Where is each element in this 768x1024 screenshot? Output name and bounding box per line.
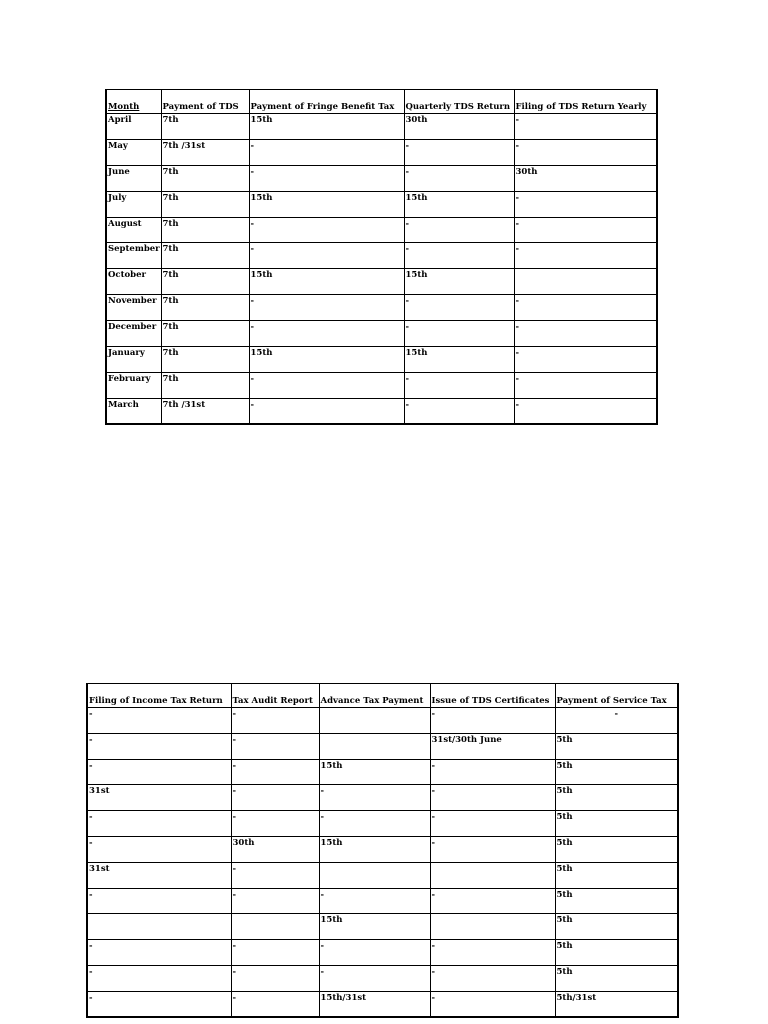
table-cell: - — [87, 708, 231, 734]
table-cell: - — [231, 991, 319, 1017]
header-row — [106, 90, 657, 114]
table-cell: - — [319, 785, 430, 811]
table-cell: - — [404, 321, 514, 347]
table-cell: 15th — [319, 759, 430, 785]
table-cell: 31st/30th June — [430, 733, 555, 759]
table-row — [87, 733, 678, 759]
table-cell: - — [514, 114, 657, 140]
table-row — [106, 398, 657, 424]
table-cell: - — [319, 811, 430, 837]
table-cell — [514, 269, 657, 295]
column-header: Quarterly TDS Return — [404, 90, 514, 114]
header-row — [87, 684, 678, 708]
table-cell: - — [231, 811, 319, 837]
table-cell: - — [249, 398, 404, 424]
table-cell: - — [231, 733, 319, 759]
table-cell — [231, 914, 319, 940]
table-cell: - — [249, 139, 404, 165]
table-cell: 7th /31st — [161, 398, 249, 424]
table-cell: - — [514, 295, 657, 321]
table-cell: April — [106, 114, 161, 140]
table-cell: 5th — [555, 862, 678, 888]
table-cell: 5th — [555, 965, 678, 991]
column-header: Payment of Service Tax — [555, 684, 678, 708]
table-cell: November — [106, 295, 161, 321]
table-cell: 5th/31st — [555, 991, 678, 1017]
table-cell: 5th — [555, 811, 678, 837]
table-cell: 7th — [161, 165, 249, 191]
table-cell: May — [106, 139, 161, 165]
table-cell: - — [319, 888, 430, 914]
table-cell: - — [249, 217, 404, 243]
table-cell — [430, 914, 555, 940]
table-cell: 7th — [161, 243, 249, 269]
table-cell: - — [319, 965, 430, 991]
table-row — [87, 811, 678, 837]
table-row — [106, 321, 657, 347]
table-cell: 7th — [161, 347, 249, 373]
table-cell: - — [404, 295, 514, 321]
table-cell: - — [514, 372, 657, 398]
table-cell: - — [87, 836, 231, 862]
table-cell: - — [231, 888, 319, 914]
table-row — [106, 295, 657, 321]
table-cell: - — [231, 862, 319, 888]
table-cell: - — [231, 759, 319, 785]
table-cell: - — [404, 139, 514, 165]
table-cell: - — [249, 372, 404, 398]
table-cell: 31st — [87, 862, 231, 888]
table-cell — [319, 708, 430, 734]
table-row — [106, 347, 657, 373]
table-cell: 7th /31st — [161, 139, 249, 165]
column-header: Tax Audit Report — [231, 684, 319, 708]
table-cell: 30th — [404, 114, 514, 140]
table-cell: 7th — [161, 269, 249, 295]
table-cell: - — [514, 191, 657, 217]
table-cell: 15th — [404, 269, 514, 295]
table-cell: - — [404, 217, 514, 243]
table-cell: - — [514, 321, 657, 347]
table-row — [106, 269, 657, 295]
table-cell: 7th — [161, 321, 249, 347]
table-cell: - — [430, 991, 555, 1017]
table-cell: 5th — [555, 836, 678, 862]
table-row — [106, 191, 657, 217]
table-row — [87, 914, 678, 940]
column-header: Filing of TDS Return Yearly — [514, 90, 657, 114]
table-cell: - — [430, 708, 555, 734]
table-cell: - — [430, 940, 555, 966]
table-cell: - — [249, 243, 404, 269]
table-cell: - — [404, 243, 514, 269]
table-cell: - — [231, 785, 319, 811]
table-cell: - — [404, 165, 514, 191]
table-cell: - — [231, 965, 319, 991]
table-cell: - — [249, 165, 404, 191]
table-cell: December — [106, 321, 161, 347]
table-cell: January — [106, 347, 161, 373]
table-cell: 31st — [87, 785, 231, 811]
table-cell: 5th — [555, 940, 678, 966]
table-cell: August — [106, 217, 161, 243]
table-cell: - — [404, 372, 514, 398]
table-cell: - — [87, 811, 231, 837]
table-cell: February — [106, 372, 161, 398]
table-cell: - — [430, 888, 555, 914]
table-cell: 15th — [404, 191, 514, 217]
table-cell: - — [430, 965, 555, 991]
table-row — [106, 165, 657, 191]
table-row — [87, 965, 678, 991]
table-row — [87, 708, 678, 734]
table-cell: - — [430, 836, 555, 862]
table-cell: - — [319, 940, 430, 966]
table-row — [87, 991, 678, 1017]
table-cell: - — [514, 398, 657, 424]
table-cell: September — [106, 243, 161, 269]
table-cell: 15th — [319, 836, 430, 862]
table-cell: 7th — [161, 295, 249, 321]
table-row — [87, 836, 678, 862]
table-cell: 7th — [161, 372, 249, 398]
column-header: Month — [106, 90, 161, 114]
table-row — [106, 114, 657, 140]
table-cell: 15th — [249, 347, 404, 373]
column-header: Payment of Fringe Benefit Tax — [249, 90, 404, 114]
table-cell: 5th — [555, 759, 678, 785]
table-row — [106, 139, 657, 165]
table-row — [87, 862, 678, 888]
table-row — [106, 372, 657, 398]
table-cell: - — [514, 217, 657, 243]
table-cell: 30th — [514, 165, 657, 191]
table-cell: 5th — [555, 733, 678, 759]
table-cell: - — [249, 295, 404, 321]
table-cell: - — [404, 398, 514, 424]
table-cell: - — [430, 811, 555, 837]
table-cell: - — [231, 940, 319, 966]
column-header: Filing of Income Tax Return — [87, 684, 231, 708]
table-cell: - — [87, 733, 231, 759]
table-row — [87, 940, 678, 966]
table-cell: 5th — [555, 888, 678, 914]
table-cell: - — [430, 785, 555, 811]
income-tax-schedule-table — [86, 683, 679, 1018]
tds-schedule-table — [105, 89, 658, 425]
table-cell: October — [106, 269, 161, 295]
table-cell: March — [106, 398, 161, 424]
table-cell: - — [430, 759, 555, 785]
table-cell: 15th/31st — [319, 991, 430, 1017]
table-cell: - — [514, 347, 657, 373]
table-cell: 15th — [319, 914, 430, 940]
table-cell — [430, 862, 555, 888]
table-row — [87, 785, 678, 811]
table-cell: 5th — [555, 785, 678, 811]
table-cell: - — [87, 759, 231, 785]
table-cell: 7th — [161, 114, 249, 140]
table-cell: 5th — [555, 914, 678, 940]
table-cell: - — [87, 991, 231, 1017]
table-cell: 30th — [231, 836, 319, 862]
table-cell: - — [514, 243, 657, 269]
table-cell: June — [106, 165, 161, 191]
table-cell — [319, 733, 430, 759]
column-header: Issue of TDS Certificates — [430, 684, 555, 708]
table-cell: - — [514, 139, 657, 165]
table-cell: 15th — [249, 114, 404, 140]
table-cell — [319, 862, 430, 888]
column-header: Payment of TDS — [161, 90, 249, 114]
table-row — [106, 243, 657, 269]
table-row — [87, 888, 678, 914]
table-cell: 15th — [249, 191, 404, 217]
table-cell: July — [106, 191, 161, 217]
table-cell: 15th — [249, 269, 404, 295]
table-cell: - — [231, 708, 319, 734]
table-cell: - — [249, 321, 404, 347]
table-cell: 15th — [404, 347, 514, 373]
table-cell — [87, 914, 231, 940]
table-cell: - — [87, 965, 231, 991]
table-cell: 7th — [161, 217, 249, 243]
table-cell: - — [555, 708, 678, 734]
table-cell: - — [87, 940, 231, 966]
table-cell: - — [87, 888, 231, 914]
table-row — [106, 217, 657, 243]
table-row — [87, 759, 678, 785]
table-cell: 7th — [161, 191, 249, 217]
column-header: Advance Tax Payment — [319, 684, 430, 708]
